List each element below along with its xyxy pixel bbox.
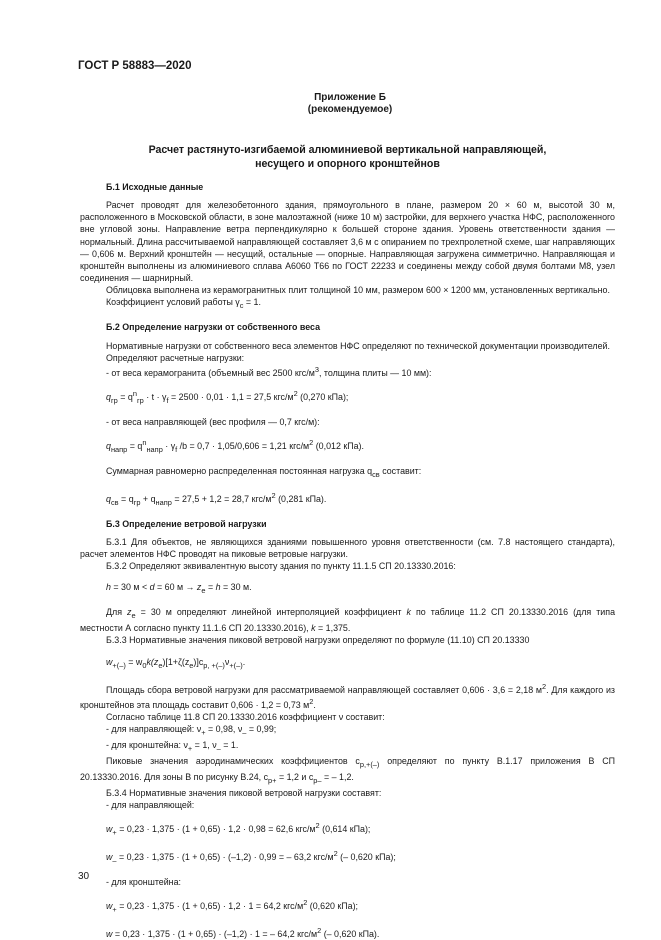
list-item-guide-weight: - от веса направляющей (вес профиля — 0,7 кгс/м): [106,416,320,427]
paragraph-k-coefficient: Для $z_e = 30$ м определяют линейной интерполяцией коэффициент k по таблице 11.2 СП 20.13330.2016 (для типа местности А согласно пункту 11.1.6 СП 20.13330.2016), k = 1,375. [80,607,616,634]
formula-equivalent-height: h = 30 м < d = 60 $м \to z_e = h = 30$ м. [106,582,252,596]
paragraph-design-loads: Определяют расчетные нагрузки: [106,352,245,363]
formula-w-plus-bracket: $w_+ = 0,23 \cdot 1,375 \cdot (1 + 0,65) \cdot 1,2 \cdot 1 = 64,2$ кгс/$м^2$ (0,620 кПа); [106,897,359,914]
paragraph-cladding: Облицовка выполнена из керамогранитных плит толщиной 10 мм, размером 600 × 1200 мм, установленных вертикально. [106,285,610,296]
formula-q-gr: $q_{гр} = q^n_{гр} \cdot t \cdot \gamma_f = 2500 \cdot 0,01 \cdot 1,1 = 27,5$ кгс/$м^2$ (0,270 кПа); [106,388,349,405]
list-item-for-bracket: - для кронштейна: [106,876,181,887]
paragraph-aerodynamic-coefficients: Пиковые значения аэродинамических коэффициентов $c_{p,+(-)}$ определяют по пункту В.1.17 приложения В СП 20.13330.2016. Для зоны В по рисунку В.24, $c_{p+} = 1,2$ и $c_{p-}$ = – 1,2. [80,755,615,785]
list-item-for-guide: - для направляющей: [106,799,195,810]
paragraph-nu-coefficient: Согласно таблице 11.8 СП 20.13330.2016 коэффициент ν составит: [106,711,385,722]
paragraph-initial-data: Расчет проводят для железобетонного здания, прямоугольного в плане, размером 20 × 60 м, высотой 30 м, расположенного в Московской области, в зоне малоэтажной (ниже 10 м) застройки, для верхнего участка НФС, расположенного вне угловой зоны. Направление ветра перпендикулярно к большей стороне здания. Уровень ответственности здания — нормальный. Длина рассчитываемой направляющей составляет 3,6 м с опиранием по трехпролетной схеме, шаг направляющих — 0,606 м. Верхний кронштейн — несущий, остальные — опорные. Направляющая загружена симметрично. Направляющая и кронштейн выполнены из алюминиевого сплава А6060 Т66 по ГОСТ 22233 и соединены между собой двумя болтами М8, узел соединения — шарнирный. [80,200,615,284]
appendix-label: Приложение Б [314,92,386,103]
formula-q-napr: $q_{напр} = q^n_{напр} \cdot \gamma_f$ /b = 0,7 · 1,05/0,606 = 1,21 кгс/$м^2$ (0,012 кПа). [106,438,364,454]
appendix-status: (рекомендуемое) [307,104,393,115]
heading-b1: Б.1 Исходные данные [106,182,204,192]
document-body [80,181,615,940]
formula-w-minus-bracket: w = 0,23 · 1,375 · (1 + 0,65) · (–1,2) · 1 = – 64,2 кгс/$м^2$ (– 0,620 кПа). [106,925,380,939]
paragraph-normative-loads: Нормативные нагрузки от собственного веса элементов НФС определяют по технической документации производителей. [106,340,610,351]
heading-b3: Б.3 Определение ветровой нагрузки [106,518,267,529]
list-item-ceramic-weight: - от веса керамогранита (объемный вес 2500 кгс/$м^3$, толщина плиты — 10 мм): [106,364,432,378]
formula-w-minus-guide: $w_- = 0,23 \cdot 1,375 \cdot (1 + 0,65) \cdot (-1,2) \cdot 0,99$ = – 63,2 кгс/$м^2$ (– 0,620 кПа); [106,848,396,865]
formula-w-plus-guide: $w_+ = 0,23 \cdot 1,375 \cdot (1 + 0,65) \cdot 1,2 \cdot 0,98 = 62,6$ кгс/$м^2$ (0,614 кПа); [106,820,371,837]
paragraph-b3-1: Б.3.1 Для объектов, не являющихся зданиями повышенного уровня ответственности (см. 7.8 настоящего стандарта), расчет элементов НФС проводят на пиковые ветровые нагрузки. [80,536,615,560]
page-number: 30 [78,871,90,882]
paragraph-total-load: Суммарная равномерно распределенная постоянная нагрузка $q_{св}$ составит: [106,465,422,479]
paragraph-collection-area: Площадь сбора ветровой нагрузки для рассматриваемой направляющей составляет 0,606 · 3,6 = 2,18 $м^2$. Для каждого из кронштейнов эта площадь составит 0,606 · 1,2 = 0,73 $м^2$. [80,681,615,710]
paragraph-b3-4: Б.3.4 Нормативные значения пиковой ветровой нагрузки составят: [106,787,382,798]
paragraph-b3-2: Б.3.2 Определяют эквивалентную высоту здания по пункту 11.1.5 СП 20.13330.2016: [106,561,456,572]
standard-code-header: ГОСТ Р 58883—2020 [78,60,192,72]
paragraph-b3-3: Б.3.3 Нормативные значения пиковой ветровой нагрузки определяют по формуле (11.10) СП 20.13330 [106,635,530,646]
section-title-line1: Расчет растянуто-изгибаемой алюминиевой вертикальной направляющей, [148,144,547,156]
paragraph-work-factor: Коэффициент условий работы $\gamma_c = 1$. [106,297,261,311]
section-title-line2: несущего и опорного кронштейнов [255,158,440,170]
formula-peak-wind: $w_{+(-)} = w_0k(z_e)[1+\zeta(z_e)]c_{p, +(-)}\nu_{+(-)}$. [106,656,246,670]
list-item-nu-guide: - для направляющей: $\nu_+ = 0,98$, $\nu_- = 0,99$; [106,723,277,737]
heading-b2: Б.2 Определение нагрузки от собственного веса [106,322,321,333]
list-item-nu-bracket: - для кронштейна: $\nu_+ = 1$, $\nu_- = 1$. [106,739,239,753]
formula-q-sv: $q_{св} = q_{гр} + q_{напр} = 27,5 + 1,2 = 28,7$ кгс/$м^2$ (0,281 кПа). [106,490,327,507]
